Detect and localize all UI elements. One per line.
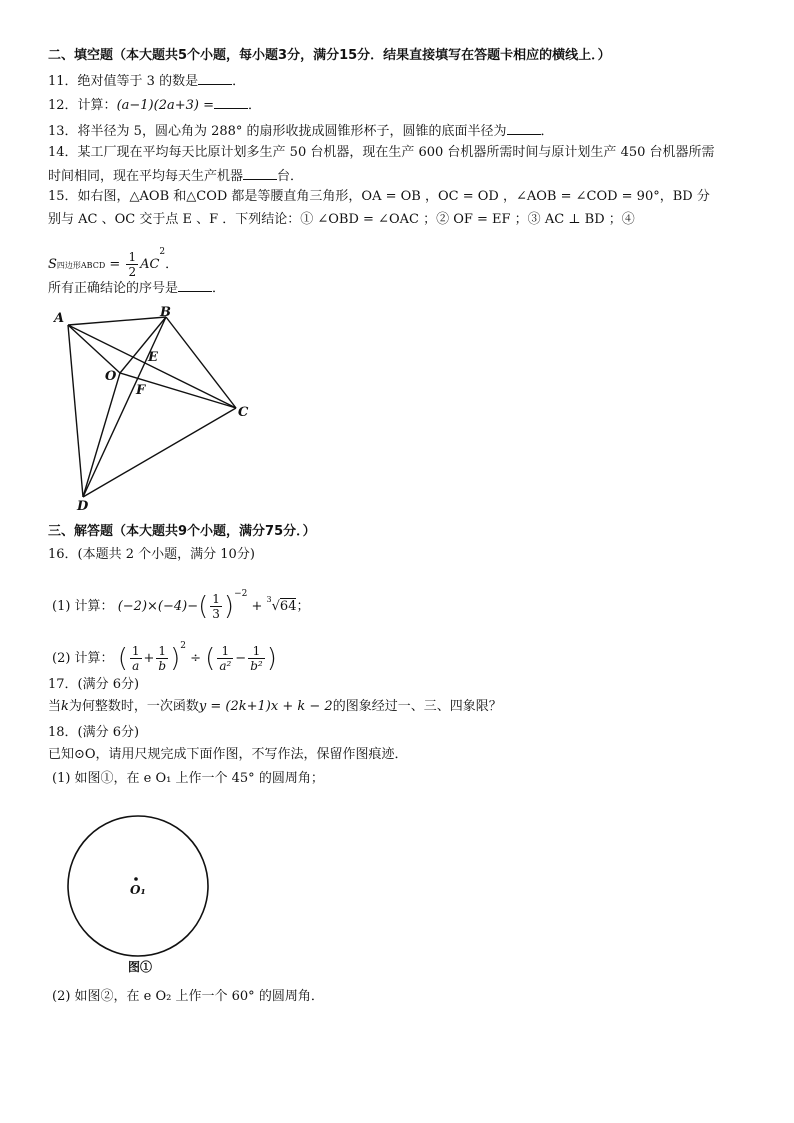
q15-line1: 如右图，△AOB 和△COD 都是等腰直角三角形，OA = OB ，OC = OD ，∠AOB = ∠COD = 90°，BD 分	[77, 189, 710, 204]
q16-p1-plus: +	[251, 599, 263, 614]
q16-p1-label: (1) 计算：	[52, 599, 114, 614]
q18-part-2: (2) 如图②，在 e O₂ 上作一个 60° 的圆周角．	[52, 989, 324, 1004]
figure-1-caption: 图①	[128, 960, 153, 974]
q16-part-1	[52, 574, 309, 627]
q13-number: 13．	[48, 124, 78, 139]
question-13	[48, 121, 554, 141]
question-15-line-4	[48, 278, 225, 298]
q17-text-a: 当	[48, 699, 62, 714]
q16-p2-label: (2) 计算：	[52, 651, 114, 666]
question-11	[48, 71, 245, 91]
q16-p2-minus: −	[235, 651, 247, 666]
segment-bd	[83, 317, 166, 497]
q15-area-exp: 2	[159, 247, 166, 257]
label-b: B	[160, 305, 171, 320]
q17-text-b: 为何整数时，一次函数	[68, 699, 199, 714]
q15-area-fraction: $\frac{1}{2}$	[128, 250, 137, 279]
q12-answer-blank[interactable]	[214, 95, 248, 109]
q13-answer-blank[interactable]	[507, 121, 541, 135]
q13-end: ．	[540, 124, 554, 139]
q16-p1-fraction: $\frac{1}{3}$	[212, 592, 220, 621]
q15-line4-end: ．	[212, 281, 226, 296]
q15-line4: 所有正确结论的序号是	[48, 281, 179, 296]
q16-p1-end: ；	[296, 599, 310, 614]
segment-ab	[68, 317, 166, 325]
question-15-area-formula	[48, 237, 178, 281]
segment-bc	[166, 317, 236, 408]
q16-p2-frac-1b: $\frac{1}{b}$	[158, 644, 167, 673]
q16-p1-expr: (−2)×(−4)−	[117, 599, 199, 614]
q15-area-ac: AC	[140, 257, 160, 272]
q15-quadrilateral-figure	[50, 300, 270, 515]
q15-area-s: S	[48, 257, 57, 272]
label-a: A	[54, 311, 65, 326]
q16-p2-frac-2b: $\frac{1}{\text{b²}}$	[250, 644, 263, 673]
q13-text: 将半径为 5，圆心角为 288° 的扇形收拢成圆锥形杯子，圆锥的底面半径为	[77, 124, 507, 139]
label-f: F	[136, 383, 146, 398]
label-e: E	[148, 350, 158, 365]
segment-ao	[68, 325, 120, 373]
label-o1: O₁	[130, 883, 146, 897]
q16-p1-exp: −2	[234, 589, 248, 599]
q17-var-k: k	[61, 699, 69, 714]
q12-end: ．	[247, 98, 261, 113]
q16-p2-div: ÷	[190, 651, 202, 666]
q14-number: 14．	[48, 145, 78, 160]
segment-da	[68, 325, 83, 497]
q11-number: 11．	[48, 74, 78, 89]
center-dot-o1	[134, 877, 138, 881]
question-15-line-1	[48, 188, 710, 206]
q14-line2b: 台．	[277, 169, 304, 184]
q12-number: 12．	[48, 98, 78, 113]
q14-answer-blank[interactable]	[243, 166, 277, 180]
q15-area-eq: =	[109, 257, 121, 272]
q15-area-subscript: 四边形ABCD	[56, 261, 106, 270]
q14-line2a: 时间相同，现在平均每天生产机器	[48, 169, 244, 184]
q11-text: 绝对值等于 3 的数是	[77, 74, 199, 89]
section-2-header: 二、填空题（本大题共5个小题，每小题3分，满分15分．结果直接填写在答题卡相应的横线上．）	[48, 48, 611, 63]
q16-part-2: (2) 计算： ( $\frac{1}{a}$ + $\frac{1}{b}$ )$^2$ ÷ ( $\frac{1}{\text{a²}}$ − $\frac{1}{\text{b²}}$ )	[52, 641, 277, 674]
question-14-line-2	[48, 166, 303, 186]
q16-p2-plus: +	[143, 651, 155, 666]
q15-number: 15．	[48, 189, 78, 204]
q16-p1-root-index: 3	[266, 595, 272, 604]
label-o: O	[105, 369, 117, 384]
q12-label: 计算：	[77, 98, 117, 113]
question-15-line-2	[48, 211, 635, 229]
segment-ac	[68, 325, 236, 408]
q17-body	[48, 698, 502, 716]
q16-p2-exp: 2	[180, 641, 186, 651]
segment-ob	[120, 317, 166, 373]
label-c: C	[238, 405, 249, 420]
q11-end: ．	[232, 74, 246, 89]
q18-part-1: (1) 如图①，在 e O₁ 上作一个 45° 的圆周角；	[52, 771, 324, 786]
q16-p1-radical: √	[271, 599, 280, 614]
q16-title: 16．(本题共 2 个小题，满分 10分)	[48, 547, 255, 562]
q15-line2: 别与 AC 、OC 交于点 E 、F ．下列结论：① ∠OBD = ∠OAC ；② OF = EF ；③ AC ⊥ BD ；④	[48, 212, 635, 227]
q16-p2-frac-2a: $\frac{1}{\text{a²}}$	[219, 644, 232, 673]
q15-area-end: ．	[165, 257, 179, 272]
q16-p1-left-paren: (	[198, 591, 209, 622]
q12-expression: (a−1)(2a+3) =	[116, 98, 214, 113]
q11-answer-blank[interactable]	[198, 71, 232, 85]
q17-title: 17．(满分 6分)	[48, 677, 140, 692]
label-d: D	[77, 499, 89, 514]
q16-p2-frac-1a: $\frac{1}{a}$	[131, 644, 140, 673]
question-14-line-1	[48, 144, 715, 162]
q15-answer-blank[interactable]	[178, 278, 212, 292]
q16-p1-right-paren: )	[223, 591, 235, 622]
question-12	[48, 95, 261, 115]
q17-expr: y = (2k+1)x + k − 2	[198, 699, 333, 714]
q16-p1-radicand: 64	[279, 599, 297, 614]
section-3-header: 三、解答题（本大题共9个小题，满分75分．）	[48, 524, 316, 539]
q18-figure-1	[62, 808, 222, 978]
q14-line1: 某工厂现在平均每天比原计划多生产 50 台机器，现在生产 600 台机器所需时间与原计划生产 450 台机器所需	[77, 145, 715, 160]
q17-text-c: 的图象经过一、三、四象限？	[332, 699, 502, 714]
q18-intro: 已知⊙O，请用尺规完成下面作图，不写作法，保留作图痕迹．	[48, 747, 408, 762]
q18-title: 18．(满分 6分)	[48, 725, 140, 740]
